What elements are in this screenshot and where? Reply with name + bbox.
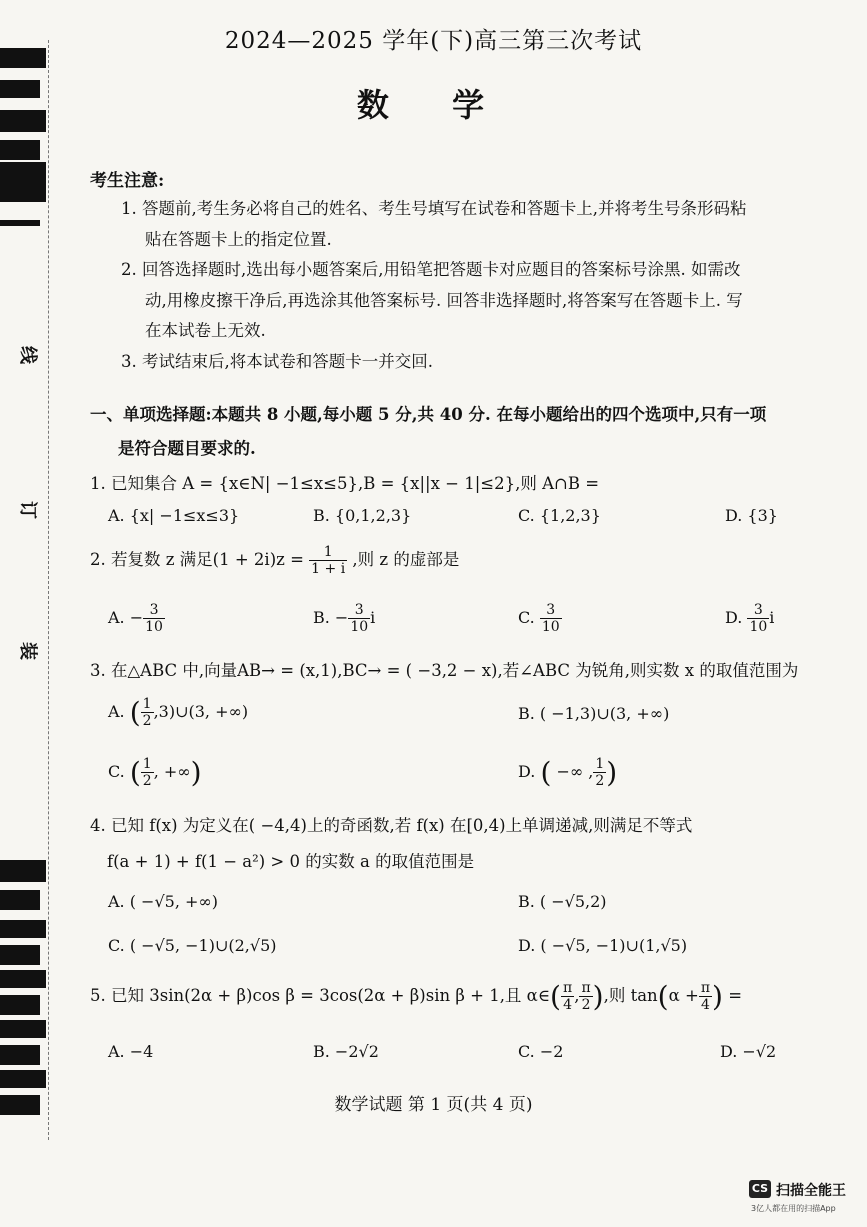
binding-strip-bar <box>0 140 40 160</box>
binding-strip-bar <box>0 162 46 202</box>
q2-d-post: i <box>769 608 775 627</box>
q5-lparen-1: ( <box>550 980 561 1013</box>
q5-frac-1 <box>561 980 574 1013</box>
q3-d-lparen: ( <box>540 756 552 789</box>
binding-strip-bar <box>0 995 40 1015</box>
notice-item-2: 2. 回答选择题时,选出每小题答案后,用铅笔把答题卡对应题目的答案标号涂黑. 如需改 <box>121 260 741 279</box>
section-heading-line2: 是符合题目要求的. <box>118 439 256 458</box>
q3-c-den: 2 <box>142 773 152 789</box>
q2-option-b <box>313 602 375 635</box>
q5-rparen-2: ) <box>712 980 723 1013</box>
q3-option-d <box>518 756 617 789</box>
q4-option-d: D. ( −√5, −1)∪(1,√5) <box>518 936 688 955</box>
q2-b-pre: B. − <box>313 608 349 627</box>
binding-strip-bar <box>0 220 40 226</box>
binding-char-order: 订 <box>17 501 38 519</box>
q3-a-den: 2 <box>142 713 152 729</box>
q2-b-den: 10 <box>350 619 369 635</box>
q4-option-b: B. ( −√5,2) <box>518 892 607 911</box>
q3-d-den: 2 <box>595 773 605 789</box>
q5-stem-e: = <box>722 986 743 1005</box>
q5-num-1: π <box>562 980 573 996</box>
q5-den-1: 4 <box>563 997 573 1013</box>
q3-c-lparen: ( <box>129 756 141 789</box>
scanner-app-name: 扫描全能王 <box>776 1183 846 1199</box>
q5-rparen-1: ) <box>592 980 604 1013</box>
notice-item-2-cont2: 在本试卷上无效. <box>145 321 266 340</box>
question-5-stem: 5. 已知 3sin(2α + β)cos β = 3cos(2α + β)sin β + 1,且 α∈( $\frac{\pi}{4}$ , $\frac{\pi}{2}$ ),则 tan(α + $\frac{\pi}{4}$ ) = <box>90 980 743 1013</box>
q2-stem-b: ,则 z 的虚部是 <box>352 550 460 569</box>
q3-option-a <box>108 696 248 729</box>
q2-d-frac <box>747 602 769 635</box>
section-heading-line1: 一、单项选择题:本题共 8 小题,每小题 5 分,共 40 分. 在每小题给出的四个选项中,只有一项 <box>90 405 767 424</box>
notice-item-1-cont: 贴在答题卡上的指定位置. <box>145 229 332 249</box>
q2-option-a <box>108 602 165 635</box>
q5-stem-b: ,则 tan <box>603 986 658 1005</box>
question-3-stem: 3. 在△ABC 中,向量AB→ = (x,1),BC→ = ( −3,2 − x),若∠ABC 为锐角,则实数 x 的取值范围为 <box>90 661 799 680</box>
q1-option-c: C. {1,2,3} <box>518 506 601 525</box>
q2-a-num: 3 <box>143 602 165 619</box>
q5-stem-a: 5. 已知 3sin(2α + β)cos β = 3cos(2α + β)sin β + 1,且 α∈ <box>90 986 551 1005</box>
q3-d-rparen: ) <box>606 756 618 789</box>
binding-strip-bar <box>0 970 46 988</box>
q3-d-pre: D. <box>518 762 541 781</box>
q3-a-lparen: ( <box>129 696 141 729</box>
question-2-stem <box>90 544 865 577</box>
binding-strip-bar <box>0 1070 46 1088</box>
q5-lparen-2: ( <box>657 980 669 1013</box>
notice-heading: 考生注意: <box>90 171 165 191</box>
q3-a-pre: A. <box>108 702 130 721</box>
q3-option-c <box>108 756 202 789</box>
question-4-stem-line2: f(a + 1) + f(1 − a²) > 0 的实数 a 的取值范围是 <box>107 852 475 871</box>
q4-option-a: A. ( −√5, +∞) <box>108 892 218 911</box>
q2-d-pre: D. <box>725 608 748 627</box>
q2-c-num: 3 <box>540 602 562 619</box>
binding-strip-bar <box>0 920 46 938</box>
q2-b-num: 3 <box>348 602 370 619</box>
q2-a-frac <box>143 602 165 635</box>
exam-title: 2024—2025 学年(下)高三第三次考试 <box>224 28 643 54</box>
q2-b-post: i <box>370 608 376 627</box>
q5-option-a: A. −4 <box>108 1042 154 1061</box>
section-heading <box>90 398 865 466</box>
q5-option-b: B. −2√2 <box>313 1042 379 1061</box>
q2-d-num: 3 <box>747 602 769 619</box>
q2-stem-num: 1 <box>309 544 347 561</box>
q5-frac-2 <box>579 980 592 1013</box>
q3-c-pre: C. <box>108 762 130 781</box>
q2-option-d <box>725 602 774 635</box>
notice-item-2-cont: 动,用橡皮擦干净后,再选涂其他答案标号. 回答非选择题时,将答案写在答题卡上. 写 <box>145 290 743 310</box>
q2-c-frac <box>540 602 562 635</box>
binding-strip-bar <box>0 1045 40 1065</box>
notice-item-1: 1. 答题前,考生务必将自己的姓名、考生号填写在试卷和答题卡上,并将考生号条形码粘 <box>121 199 747 218</box>
q5-num-2: π <box>581 980 591 996</box>
q3-c-num: 1 <box>142 756 152 772</box>
q3-d-mid: −∞ , <box>551 762 594 781</box>
q2-stem-fraction <box>309 544 347 577</box>
q3-a-post: ,3)∪(3, +∞) <box>153 702 249 721</box>
scanner-tagline: 3亿人都在用的扫描App <box>751 1204 836 1213</box>
q3-a-num: 1 <box>142 696 152 712</box>
q4-option-c: C. ( −√5, −1)∪(2,√5) <box>108 936 277 955</box>
q2-a-pre: A. − <box>108 608 144 627</box>
q2-c-pre: C. <box>518 608 540 627</box>
page-footer: 数学试题 第 1 页(共 4 页) <box>334 1095 533 1115</box>
q5-frac-3 <box>699 980 712 1013</box>
q5-option-d: D. −√2 <box>720 1042 777 1061</box>
question-1-stem: 1. 已知集合 A = {x∈N| −1≤x≤5},B = {x||x − 1|≤2},则 A∩B = <box>90 474 600 493</box>
q3-d-frac <box>593 756 606 789</box>
notice-item-3: 3. 考试结束后,将本试卷和答题卡一并交回. <box>121 351 433 371</box>
binding-strip-bar <box>0 860 46 882</box>
q1-option-b: B. {0,1,2,3} <box>313 506 412 525</box>
binding-char-line: 线 <box>17 346 38 364</box>
notice-block <box>121 194 861 377</box>
q5-num-3: π <box>700 980 711 996</box>
q3-option-b: B. ( −1,3)∪(3, +∞) <box>518 704 670 723</box>
binding-strip-bar <box>0 945 40 965</box>
question-4-stem-line1: 4. 已知 f(x) 为定义在( −4,4)上的奇函数,若 f(x) 在[0,4)上单调递减,则满足不等式 <box>90 816 693 835</box>
scanner-logo-icon: CS <box>749 1180 771 1198</box>
q3-c-frac <box>141 756 154 789</box>
q1-option-a: A. {x| −1≤x≤3} <box>108 506 240 525</box>
q5-den-2: 2 <box>581 997 591 1013</box>
q3-d-num: 1 <box>595 756 605 772</box>
binding-cut-line <box>48 40 50 1140</box>
binding-strip-bar <box>0 890 40 910</box>
subject-title: 数 学 <box>356 86 511 124</box>
q3-a-frac <box>141 696 154 729</box>
q1-option-d: D. {3} <box>725 506 778 525</box>
q3-c-rparen: ) <box>190 756 202 789</box>
q5-stem-c: α + <box>668 986 699 1005</box>
q2-a-den: 10 <box>145 619 163 635</box>
q2-c-den: 10 <box>541 619 560 635</box>
q2-d-den: 10 <box>749 619 768 635</box>
q2-stem-a: 2. 若复数 z 满足(1 + 2i)z = <box>90 550 304 569</box>
binding-char-bind: 装 <box>17 642 38 660</box>
q5-option-c: C. −2 <box>518 1042 564 1061</box>
q3-c-post: , +∞ <box>153 762 191 781</box>
q5-den-3: 4 <box>700 997 710 1013</box>
q2-b-frac <box>348 602 370 635</box>
binding-strip <box>0 40 46 1120</box>
q2-option-c <box>518 602 562 635</box>
q2-stem-den: 1 + i <box>311 561 346 577</box>
binding-strip-bar <box>0 1020 46 1038</box>
